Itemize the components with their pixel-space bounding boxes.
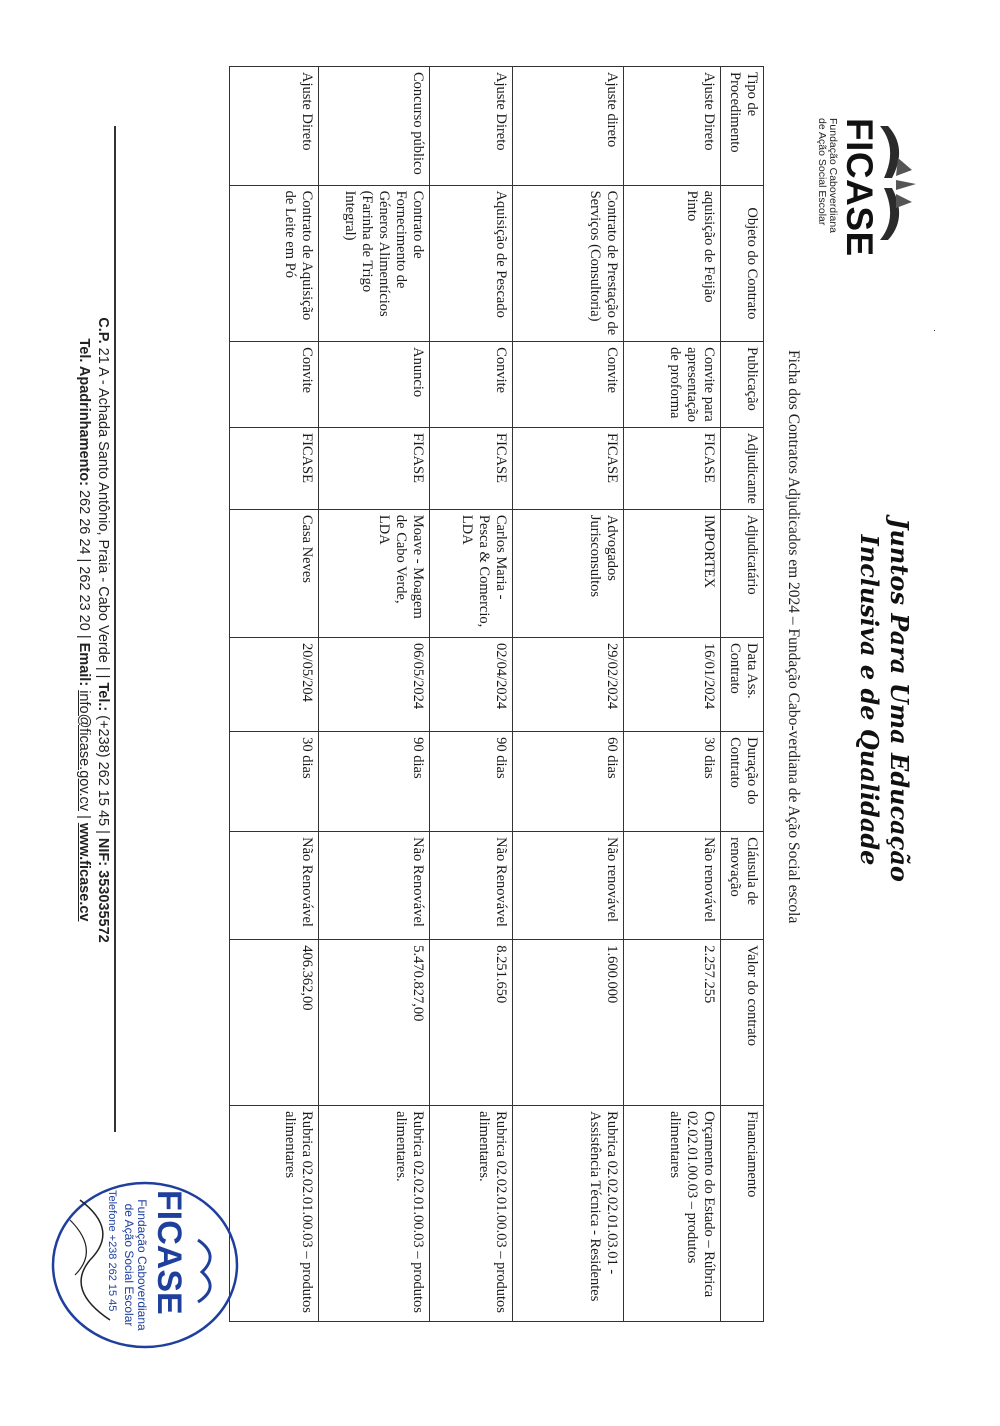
footer-nif: NIF: 353035572 [95,837,111,943]
logo-line-1: Fundação Caboverdiana [827,118,839,233]
footer-separator: | [76,815,92,819]
cell-objeto: Contrato de Fornecimento de Géneros Alimentícios (Farinha de Trigo Integral) [319,185,430,342]
cell-clausula: Não Renovável [430,832,513,940]
cell-tipo: Ajuste Direto [430,67,513,186]
logo-line-2: de Ação Social Escolar [816,118,828,226]
cell-tipo: Ajuste Direto [624,67,721,186]
footer-tel2-label: Tel. Apadrinhamento: [76,338,92,486]
header-data: Data Ass. Contrato [721,638,764,732]
cell-objeto: Aquisição de Pescado [430,185,513,342]
footer-phone: (+238) 262 15 45 | [95,715,111,834]
official-stamp [50,1180,240,1350]
footer-line-2 [74,100,93,1160]
cell-publicacao: Convite [513,342,624,428]
cell-clausula: Não renovável [513,832,624,940]
stamp-line-1: Fundação Caboverdiana [135,1199,149,1331]
cell-adjudicante: FICASE [319,428,430,510]
book-leaves-icon [878,118,918,248]
cell-valor: 406.362,00 [230,940,319,1106]
cell-clausula: Não Renovável [319,832,430,940]
cell-adjudicante: FICASE [230,428,319,510]
cell-valor: 1.600.000 [513,940,624,1106]
header-publicacao: Publicação [721,342,764,428]
cell-duracao: 90 dias [319,732,430,832]
motto-line-2: Inclusiva e de Qualidade [855,534,884,866]
motto-line-1: Juntos Para Uma Educação [885,518,914,882]
cell-financiamento: Rubrica 02.02.01.00.03 – produtos alimentares. [319,1106,430,1322]
cell-financiamento: Rubrica 02.02.02.01.03.01 - Assistência Técnica - Residentes [513,1106,624,1322]
cell-data: 16/01/2024 [624,638,721,732]
header-adjudicatario: Adjudicatário [721,509,764,637]
cell-financiamento: Rubrica 02.02.01.00.03 – produtos alimentares [230,1106,319,1322]
cell-objeto: aquisição de Feijão Pinto [624,185,721,342]
cell-financiamento: Rubrica 02.02.01.00.03 – produtos alimentares. [430,1106,513,1322]
header-duracao: Duração do Contrato [721,732,764,832]
cell-publicacao: Convite [430,342,513,428]
header-tipo: Tipo de Procedimento [721,67,764,186]
cell-tipo: Ajuste direto [513,67,624,186]
cell-adjudicante: FICASE [430,428,513,510]
cell-publicacao: Convite para apresentação de proforma [624,342,721,428]
table-row [513,67,624,1322]
footer-email-label: Email: [76,642,92,687]
document-title: Ficha dos Contratos Adjudicados em 2024 – Fundação Cabo-verdiana de Ação Social escola [785,350,802,924]
cell-data: 06/05/2024 [319,638,430,732]
contracts-table [229,66,764,1322]
footer [74,100,112,1160]
cell-clausula: Não Renovável [230,832,319,940]
cell-data: 02/04/2024 [430,638,513,732]
cell-data: 29/02/2024 [513,638,624,732]
cell-data: 20/05/204 [230,638,319,732]
cell-publicacao: Convite [230,342,319,428]
header-objeto: Objeto do Contrato [721,185,764,342]
cell-duracao: 60 dias [513,732,624,832]
table-row [624,67,721,1322]
header-valor: Valor do contrato [721,940,764,1106]
cell-adjudicatario: Carlos Maria - Pesca & Comercio, LDA [430,509,513,637]
header-adjudicante: Adjudicante [721,428,764,510]
cell-adjudicatario: Advogados Jurisconsultos [513,509,624,637]
footer-address: 21 A - Achada Santo Antônio, Praia - Cabo Verde | | [95,347,111,679]
footer-cp-label: C.P. [95,317,111,344]
logo-subtitle [816,118,838,233]
cell-duracao: 30 dias [230,732,319,832]
table-header-row [721,67,764,1322]
stamp-subtitle [122,1160,148,1370]
cell-adjudicante: FICASE [624,428,721,510]
stamp-name: FICASE [150,1190,188,1315]
cell-clausula: Não renovável [624,832,721,940]
footer-website-link[interactable]: www.ficase.cv [76,822,92,922]
table-row [430,67,513,1322]
footer-phone-2: 262 26 24 | 262 23 20 | [76,489,92,639]
cell-duracao: 90 dias [430,732,513,832]
header-divider [934,330,935,331]
cell-adjudicatario: Casa Neves [230,509,319,637]
stamp-line-2: de Ação Social Escolar [122,1203,136,1327]
cell-valor: 2.257.255 [624,940,721,1106]
motto [854,440,914,960]
cell-publicacao: Anuncio [319,342,430,428]
cell-adjudicatario: Moave - Moagem de Cabo Verde, LDA [319,509,430,637]
cell-tipo: Concurso público [319,67,430,186]
header-financiamento: Financiamento [721,1106,764,1322]
footer-email-link[interactable]: info@ficase.gov.cv [76,690,92,812]
cell-objeto: Contrato de Prestação de Serviços (Consultoria) [513,185,624,342]
footer-line-1 [93,100,112,1160]
table-row [319,67,430,1322]
cell-valor: 8.251.650 [430,940,513,1106]
footer-tel-label: Tel.: [95,682,111,712]
cell-valor: 5.470.827,00 [319,940,430,1106]
cell-adjudicatario: IMPORTEX [624,509,721,637]
logo-name: FICASE [839,118,880,257]
cell-financiamento: Orçamento do Estado – Rúbrica 02.02.01.00.03 – produtos alimentares [624,1106,721,1322]
stamp-phone: Telefone +238 262 15 45 [106,1190,118,1312]
table-row [230,67,319,1322]
cell-adjudicante: FICASE [513,428,624,510]
cell-tipo: Ajuste Direto [230,67,319,186]
cell-objeto: Contrato de Aquisição de Leite em Pó [230,185,319,342]
ficase-logo [818,118,918,268]
footer-divider [114,126,116,1132]
header-clausula: Cláusula de renovação [721,832,764,940]
cell-duracao: 30 dias [624,732,721,832]
